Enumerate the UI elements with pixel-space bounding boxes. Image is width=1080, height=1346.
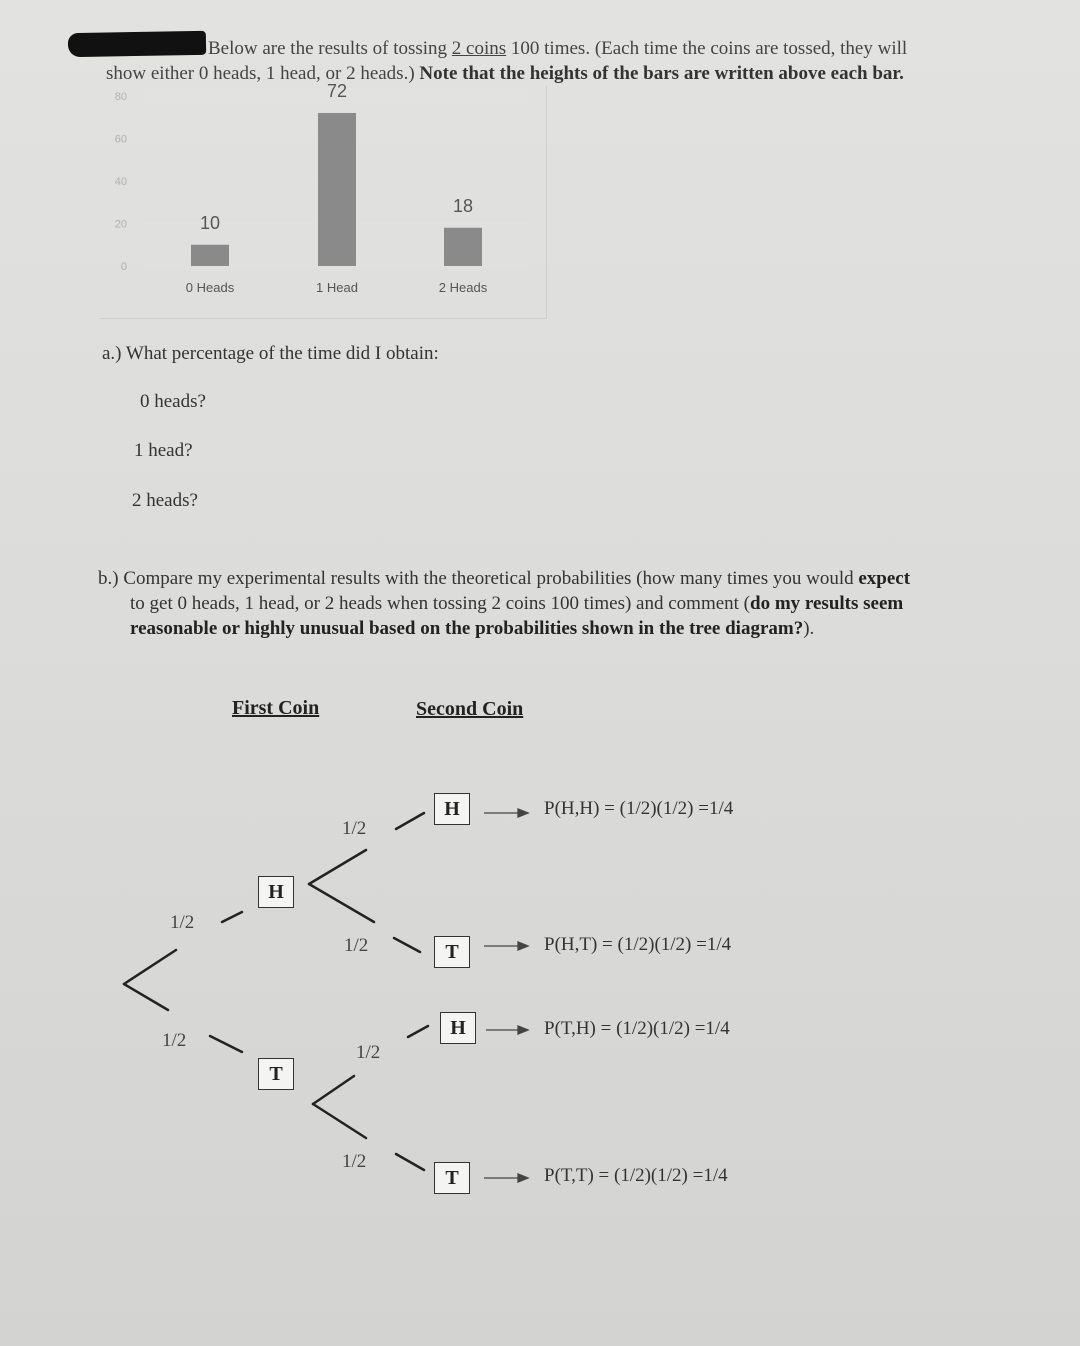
question-b-text-2: to get 0 heads, 1 head, or 2 heads when tossing 2 coins 100 times) and comment ( [130,593,751,614]
question-b-bold-2: do my results seem [750,593,904,614]
question-a-item-1-head: 1 head? [134,440,193,461]
arrow-head-3 [518,1026,528,1034]
question-a-item-0-heads: 0 heads? [140,391,206,412]
prob-tt: 1/2 [342,1151,367,1172]
prob-hh: 1/2 [342,818,367,839]
question-a-prompt: a.) What percentage of the time did I obtain: [102,343,439,364]
branch-h-to-ht [309,884,374,922]
bar-data-label: 72 [326,81,348,101]
bar-data-label: 10 [199,212,221,233]
second-coin-heading: Second Coin [416,698,524,720]
branch-root-to-t [124,984,168,1010]
intro-text-cont: 100 times. (Each time the coins are tossed, they will [506,38,908,59]
prob-th: 1/2 [356,1042,381,1063]
prob-ht: 1/2 [344,935,369,956]
y-tick-label: 20 [114,218,127,231]
intro-bold-note: Note that the heights of the bars are written above each bar. [419,63,904,84]
question-a-item-2-heads: 2 heads? [132,490,198,511]
first-coin-node-t: T [258,1058,294,1090]
branch-root-to-h [124,950,176,984]
tick-1 [222,912,242,922]
arrow-head-4 [518,1174,528,1182]
branch-t-to-tt [313,1104,366,1138]
outcome-ht: P(H,T) = (1/2)(1/2) =1/4 [544,934,732,955]
prob-first-t: 1/2 [162,1030,187,1051]
y-tick-label: 0 [120,261,127,273]
tick-3 [396,813,424,829]
first-coin-node-h: H [258,876,294,908]
branch-h-to-hh [309,850,366,884]
arrow-head-1 [518,809,528,817]
tick-4 [394,938,420,952]
y-tick-label: 40 [114,176,127,188]
y-tick-label: 60 [114,133,127,146]
y-tick-label: 80 [114,91,127,103]
intro-text-2: show either 0 heads, 1 head, or 2 heads.) [106,63,420,84]
question-b-text-3: ). [803,618,815,639]
intro-text: Below are the results of tossing [208,38,452,59]
outcome-tt: P(T,T) = (1/2)(1/2) =1/4 [544,1165,728,1186]
bar-data-label: 18 [452,195,474,216]
intro-underlined-text: 2 coins [451,38,507,59]
second-coin-node-th: H [440,1012,476,1044]
question-b-bold-3: reasonable or highly unusual based on the probabilities shown in the tree diagram? [130,618,804,639]
second-coin-node-ht: T [434,936,470,968]
prob-first-h: 1/2 [170,912,195,933]
category-label: 1 Head [316,280,358,295]
first-coin-heading: First Coin [232,697,320,719]
category-label: 2 Heads [438,280,488,295]
question-b-bold-expect: expect [858,568,911,589]
outcome-th: P(T,H) = (1/2)(1/2) =1/4 [544,1018,730,1039]
tick-6 [396,1154,424,1170]
second-coin-node-hh: H [434,793,470,825]
question-b-text: b.) Compare my experimental results with the theoretical probabilities (how many times you would [98,568,859,589]
arrow-head-2 [518,942,528,950]
category-label: 0 Heads [185,280,235,295]
outcome-hh: P(H,H) = (1/2)(1/2) =1/4 [544,798,734,819]
second-coin-node-tt: T [434,1162,470,1194]
tick-2 [210,1036,242,1052]
branch-t-to-th [313,1076,354,1104]
tick-5 [408,1026,428,1037]
